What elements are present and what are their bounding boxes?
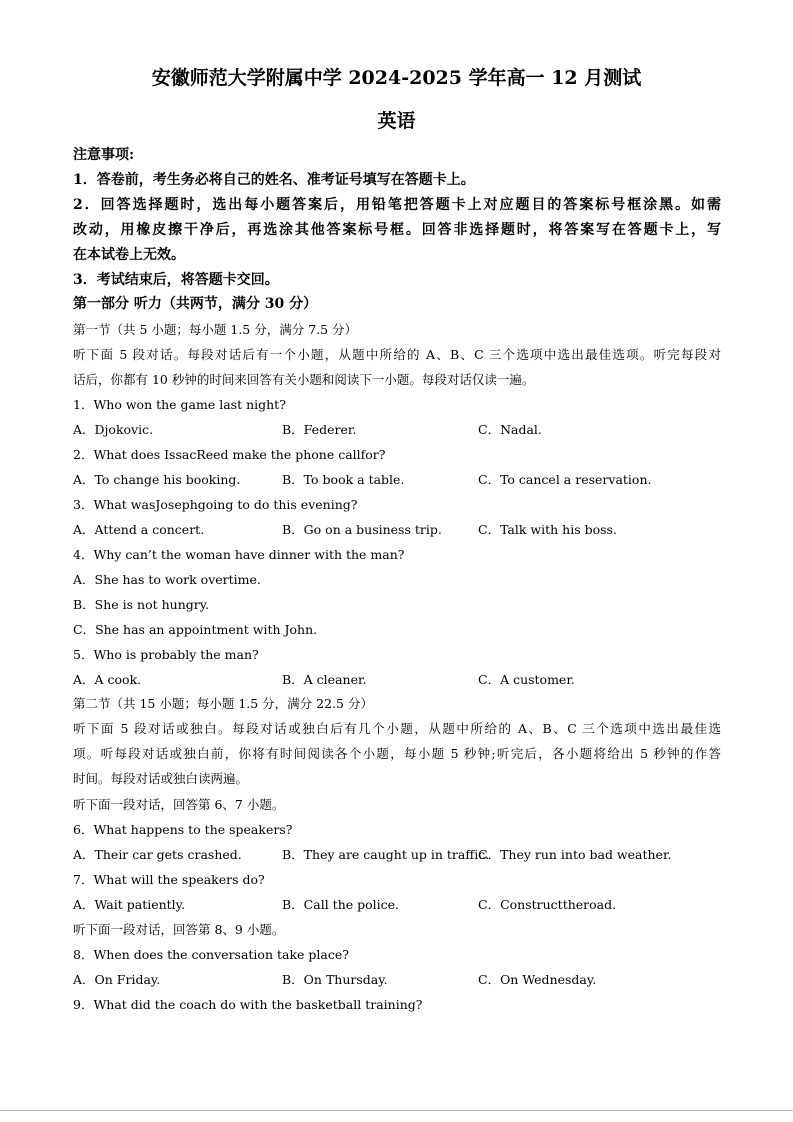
option-b: B．Federer.	[282, 422, 357, 437]
option-c: C．A customer.	[478, 672, 575, 687]
option-c: C．To cancel a reservation.	[478, 472, 652, 487]
question-stem: 8．When does the conversation take place?	[73, 947, 349, 962]
option-b: B．Go on a business trip.	[282, 522, 442, 537]
option-a: A．Wait patiently.	[73, 897, 186, 912]
dialog-intro-6-7: 听下面一段对话，回答第 6、7 小题。	[73, 797, 285, 812]
option-b: B．They are caught up in traffic.	[282, 847, 490, 862]
question-stem: 2．What does IssacReed make the phone callfor?	[73, 447, 386, 462]
option-a: A．On Friday.	[73, 972, 161, 987]
section1-instructions-line-2: 话后，你都有 10 秒钟的时间来回答有关小题和阅读下一小题。每段对话仅读一遍。	[73, 372, 535, 387]
footer-divider	[0, 1110, 793, 1111]
option-b: B．A cleaner.	[282, 672, 367, 687]
notice-item-3: 3．考试结束后，将答题卡交回。	[73, 272, 279, 288]
option-c: C．On Wednesday.	[478, 972, 597, 987]
question-stem: 1．Who won the game last night?	[73, 397, 286, 412]
option-c: C．Talk with his boss.	[478, 522, 617, 537]
question-stem: 5．Who is probably the man?	[73, 647, 259, 662]
option-b: B．To book a table.	[282, 472, 405, 487]
notice-item-1: 1．答卷前，考生务必将自己的姓名、准考证号填写在答题卡上。	[73, 172, 475, 188]
section2-instructions-line-2: 项。听每段对话或独白前，你将有时间阅读各个小题，每小题 5 秒钟;听完后，各小题将给出 5 秒钟的作答	[73, 746, 721, 761]
option-b: B．Call the police.	[282, 897, 400, 912]
option-a: A．To change his booking.	[73, 472, 241, 487]
section2-heading: 第二节（共 15 小题；每小题 1.5 分，满分 22.5 分）	[73, 696, 373, 711]
notice-heading: 注意事项:	[73, 147, 135, 163]
subject-title: 英语	[377, 110, 416, 132]
option-c: C．Constructtheroad.	[478, 897, 617, 912]
notice-item-2-line-1: 2．回答选择题时，选出每小题答案后，用铅笔把答题卡上对应题目的答案标号框涂黑。如需	[73, 197, 721, 213]
notice-item-2-line-2: 改动，用橡皮擦干净后，再选涂其他答案标号框。回答非选择题时，将答案写在答题卡上，写	[73, 222, 721, 238]
question-stem: 6．What happens to the speakers?	[73, 822, 293, 837]
option-a: A．She has to work overtime.	[73, 572, 261, 587]
dialog-intro-8-9: 听下面一段对话，回答第 8、9 小题。	[73, 922, 285, 937]
question-stem: 3．What wasJosephgoing to do this evening?	[73, 497, 358, 512]
section2-instructions-line-3: 时间。每段对话或独白读两遍。	[73, 771, 249, 786]
section1-heading: 第一节（共 5 小题；每小题 1.5 分，满分 7.5 分）	[73, 322, 358, 337]
option-b: B．She is not hungry.	[73, 597, 210, 612]
option-a: A．Attend a concert.	[73, 522, 205, 537]
option-a: A．Their car gets crashed.	[73, 847, 242, 862]
question-stem: 7．What will the speakers do?	[73, 872, 265, 887]
section1-instructions-line-1: 听下面 5 段对话。每段对话后有一个小题，从题中所给的 A、B、C 三个选项中选出最佳选项。听完每段对	[73, 347, 721, 362]
section2-instructions-line-1: 听下面 5 段对话或独白。每段对话或独白后有几个小题，从题中所给的 A、B、C 三个选项中选出最佳选	[73, 721, 721, 736]
option-a: A．A cook.	[73, 672, 142, 687]
option-a: A．Djokovic.	[73, 422, 154, 437]
option-b: B．On Thursday.	[282, 972, 388, 987]
option-c: C．They run into bad weather.	[478, 847, 672, 862]
question-stem: 9．What did the coach do with the basketball training?	[73, 997, 423, 1012]
option-c: C．Nadal.	[478, 422, 542, 437]
option-c: C．She has an appointment with John.	[73, 622, 318, 637]
page-title: 安徽师范大学附属中学 2024-2025 学年高一 12 月测试	[151, 67, 642, 89]
notice-item-2-line-3: 在本试卷上无效。	[73, 247, 185, 263]
part1-heading: 第一部分 听力（共两节，满分 30 分）	[73, 296, 318, 312]
question-stem: 4．Why can’t the woman have dinner with the man?	[73, 547, 405, 562]
